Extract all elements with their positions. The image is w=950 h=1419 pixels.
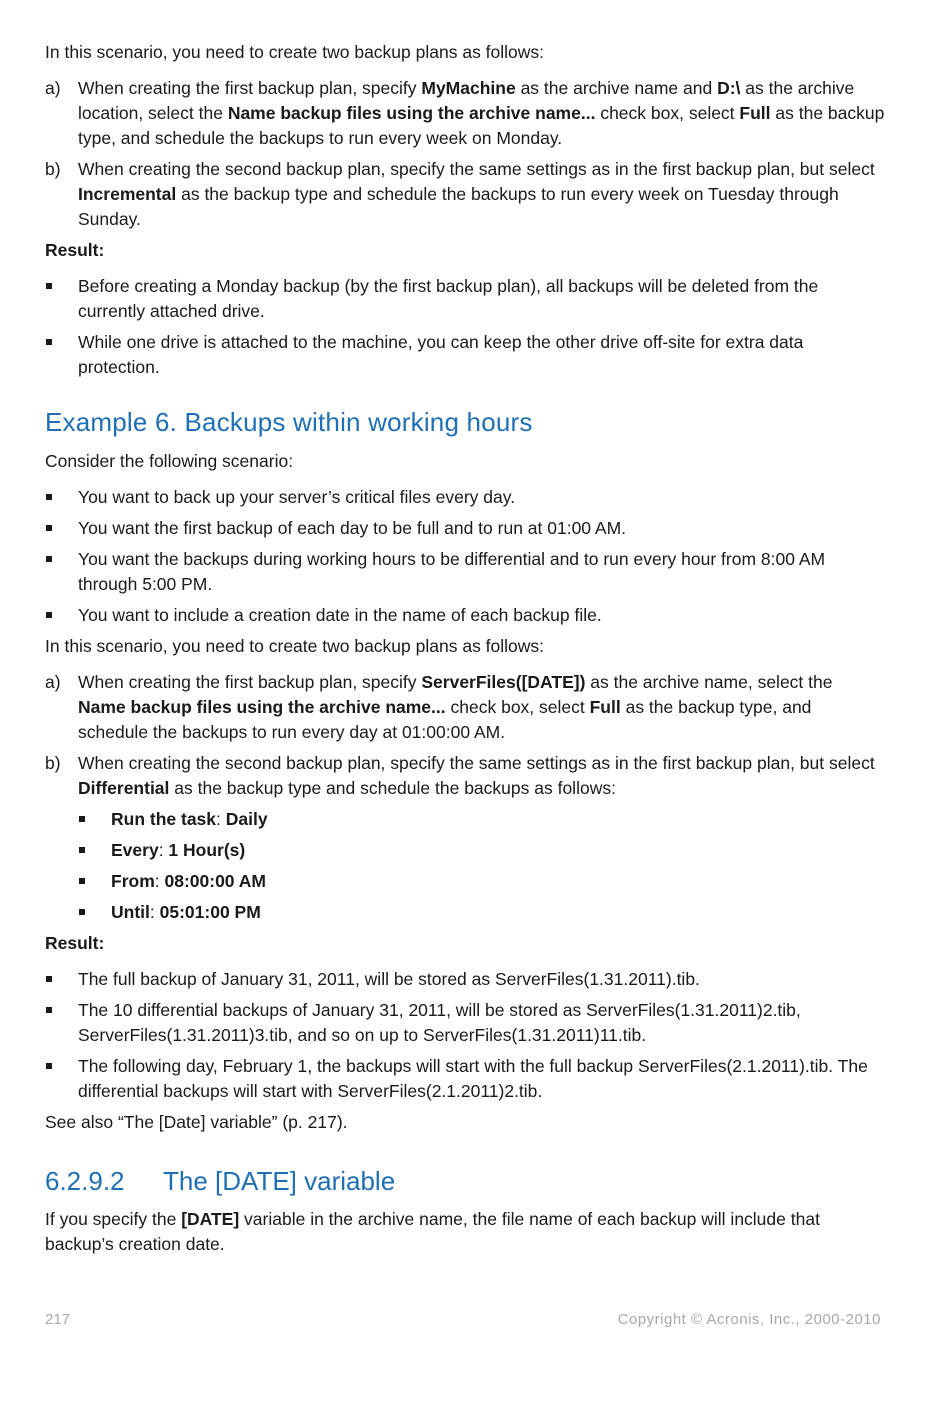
scenario-item: You want the first backup of each day to be full and to run at 01:00 AM. bbox=[45, 516, 885, 541]
text-run: as the backup type and schedule the backups as follows: bbox=[169, 778, 616, 798]
scenario-list bbox=[45, 485, 885, 628]
text-run: as the backup type, and schedule the backups to run every day at 01:00:00 AM. bbox=[78, 697, 812, 742]
schedule-item bbox=[78, 807, 885, 832]
text-run: When creating the first backup plan, specify bbox=[78, 78, 422, 98]
bold-term: [DATE] bbox=[181, 1209, 240, 1229]
bold-term: 08:00:00 AM bbox=[164, 871, 266, 891]
schedule-item bbox=[78, 838, 885, 863]
text-run: check box, select bbox=[595, 103, 740, 123]
scenario-item: You want to back up your server’s critical files every day. bbox=[45, 485, 885, 510]
schedule-item bbox=[78, 900, 885, 925]
text-run: When creating the first backup plan, specify bbox=[78, 672, 422, 692]
text-run: : bbox=[154, 871, 165, 891]
schedule-item-text bbox=[111, 871, 266, 891]
bold-term: From bbox=[111, 871, 155, 891]
see-also-link[interactable]: See also “The [Date] variable” (p. 217). bbox=[45, 1112, 348, 1132]
schedule-item-text bbox=[111, 840, 245, 860]
plan-item bbox=[45, 751, 885, 925]
bold-term: Full bbox=[589, 697, 621, 717]
schedule-list bbox=[78, 807, 885, 925]
result-list-1 bbox=[45, 274, 885, 380]
bold-term: 05:01:00 PM bbox=[159, 902, 261, 922]
document-page bbox=[45, 40, 885, 1268]
section-title: The [DATE] variable bbox=[163, 1166, 396, 1196]
copyright: Copyright © Acronis, Inc., 2000-2010 bbox=[617, 1311, 881, 1328]
text-run: If you specify the bbox=[45, 1209, 182, 1229]
page-number: 217 bbox=[45, 1311, 71, 1328]
section-heading bbox=[45, 1165, 885, 1197]
section-number: 6.2.9.2 bbox=[45, 1166, 125, 1196]
item-marker: a) bbox=[45, 78, 61, 98]
result-label: Result: bbox=[45, 933, 105, 953]
bold-term: D:\ bbox=[717, 78, 741, 98]
plan-item bbox=[45, 670, 885, 745]
example-heading: Example 6. Backups within working hours bbox=[45, 407, 533, 437]
text-run: When creating the second backup plan, specify the same settings as in the first backup plan, but select bbox=[78, 159, 875, 179]
bold-term: MyMachine bbox=[421, 78, 516, 98]
result-item: While one drive is attached to the machine, you can keep the other drive off-site for extra data protection. bbox=[45, 330, 885, 380]
bold-term: Name backup files using the archive name... bbox=[78, 697, 446, 717]
bold-term: Until bbox=[111, 902, 150, 922]
schedule-item-text bbox=[111, 902, 261, 922]
result-label: Result: bbox=[45, 240, 105, 260]
text-run: : bbox=[158, 840, 169, 860]
plan-item-text bbox=[78, 753, 875, 798]
schedule-item-text bbox=[111, 809, 268, 829]
plan-item bbox=[45, 157, 885, 232]
bold-term: ServerFiles([DATE]) bbox=[421, 672, 586, 692]
result-list-2 bbox=[45, 967, 885, 1104]
text-run: as the archive name and bbox=[515, 78, 718, 98]
date-paragraph bbox=[45, 1207, 885, 1257]
bold-term: Incremental bbox=[78, 184, 177, 204]
text-run: variable in the archive name, the file name of each backup will include that backup’s creation date. bbox=[45, 1209, 820, 1254]
scenario-item: You want to include a creation date in the name of each backup file. bbox=[45, 603, 885, 628]
text-run: : bbox=[149, 902, 160, 922]
intro-paragraph-2: In this scenario, you need to create two backup plans as follows: bbox=[45, 636, 545, 656]
bold-term: Every bbox=[111, 840, 159, 860]
plan-item-text bbox=[78, 78, 884, 148]
schedule-item bbox=[78, 869, 885, 894]
bold-term: 1 Hour(s) bbox=[168, 840, 246, 860]
scenario-item: You want the backups during working hours to be differential and to run every hour from 8:00 AM through 5:00 PM. bbox=[45, 547, 885, 597]
plan-item-text bbox=[78, 159, 875, 229]
text-run: as the backup type, and schedule the backups to run every week on Monday. bbox=[78, 103, 885, 148]
text-run: When creating the second backup plan, specify the same settings as in the first backup plan, but select bbox=[78, 753, 875, 773]
item-marker: a) bbox=[45, 672, 61, 692]
bold-term: Name backup files using the archive name... bbox=[227, 103, 596, 123]
item-marker: b) bbox=[45, 159, 61, 179]
text-run: as the archive location, select the bbox=[78, 78, 855, 123]
bold-term: Differential bbox=[78, 778, 170, 798]
bold-term: Full bbox=[739, 103, 771, 123]
result-item: The following day, February 1, the backups will start with the full backup ServerFiles(2.1.2011).tib. The differential backups will start with ServerFiles(2.1.2011)2.tib. bbox=[45, 1054, 885, 1104]
text-run: check box, select bbox=[445, 697, 590, 717]
text-run: as the archive name, select the bbox=[585, 672, 833, 692]
bold-term: Run the task bbox=[111, 809, 217, 829]
text-run: : bbox=[216, 809, 226, 829]
text-run: as the backup type and schedule the backups to run every week on Tuesday through Sunday. bbox=[78, 184, 839, 229]
plan-list-2 bbox=[45, 670, 885, 925]
intro-paragraph: In this scenario, you need to create two backup plans as follows: bbox=[45, 42, 545, 62]
result-item: The 10 differential backups of January 31, 2011, will be stored as ServerFiles(1.31.2011)2.tib, ServerFiles(1.31.2011)3.tib, and so on up to ServerFiles(1.31.2011)11.tib. bbox=[45, 998, 885, 1048]
result-item: Before creating a Monday backup (by the first backup plan), all backups will be deleted from the currently attached drive. bbox=[45, 274, 885, 324]
item-marker: b) bbox=[45, 753, 61, 773]
plan-list-1 bbox=[45, 76, 885, 232]
consider-paragraph: Consider the following scenario: bbox=[45, 451, 294, 471]
plan-item bbox=[45, 76, 885, 151]
plan-item-text bbox=[78, 672, 832, 742]
result-item: The full backup of January 31, 2011, will be stored as ServerFiles(1.31.2011).tib. bbox=[45, 967, 885, 992]
date-paragraph-text bbox=[45, 1209, 820, 1254]
page-footer bbox=[45, 1311, 881, 1328]
bold-term: Daily bbox=[225, 809, 268, 829]
